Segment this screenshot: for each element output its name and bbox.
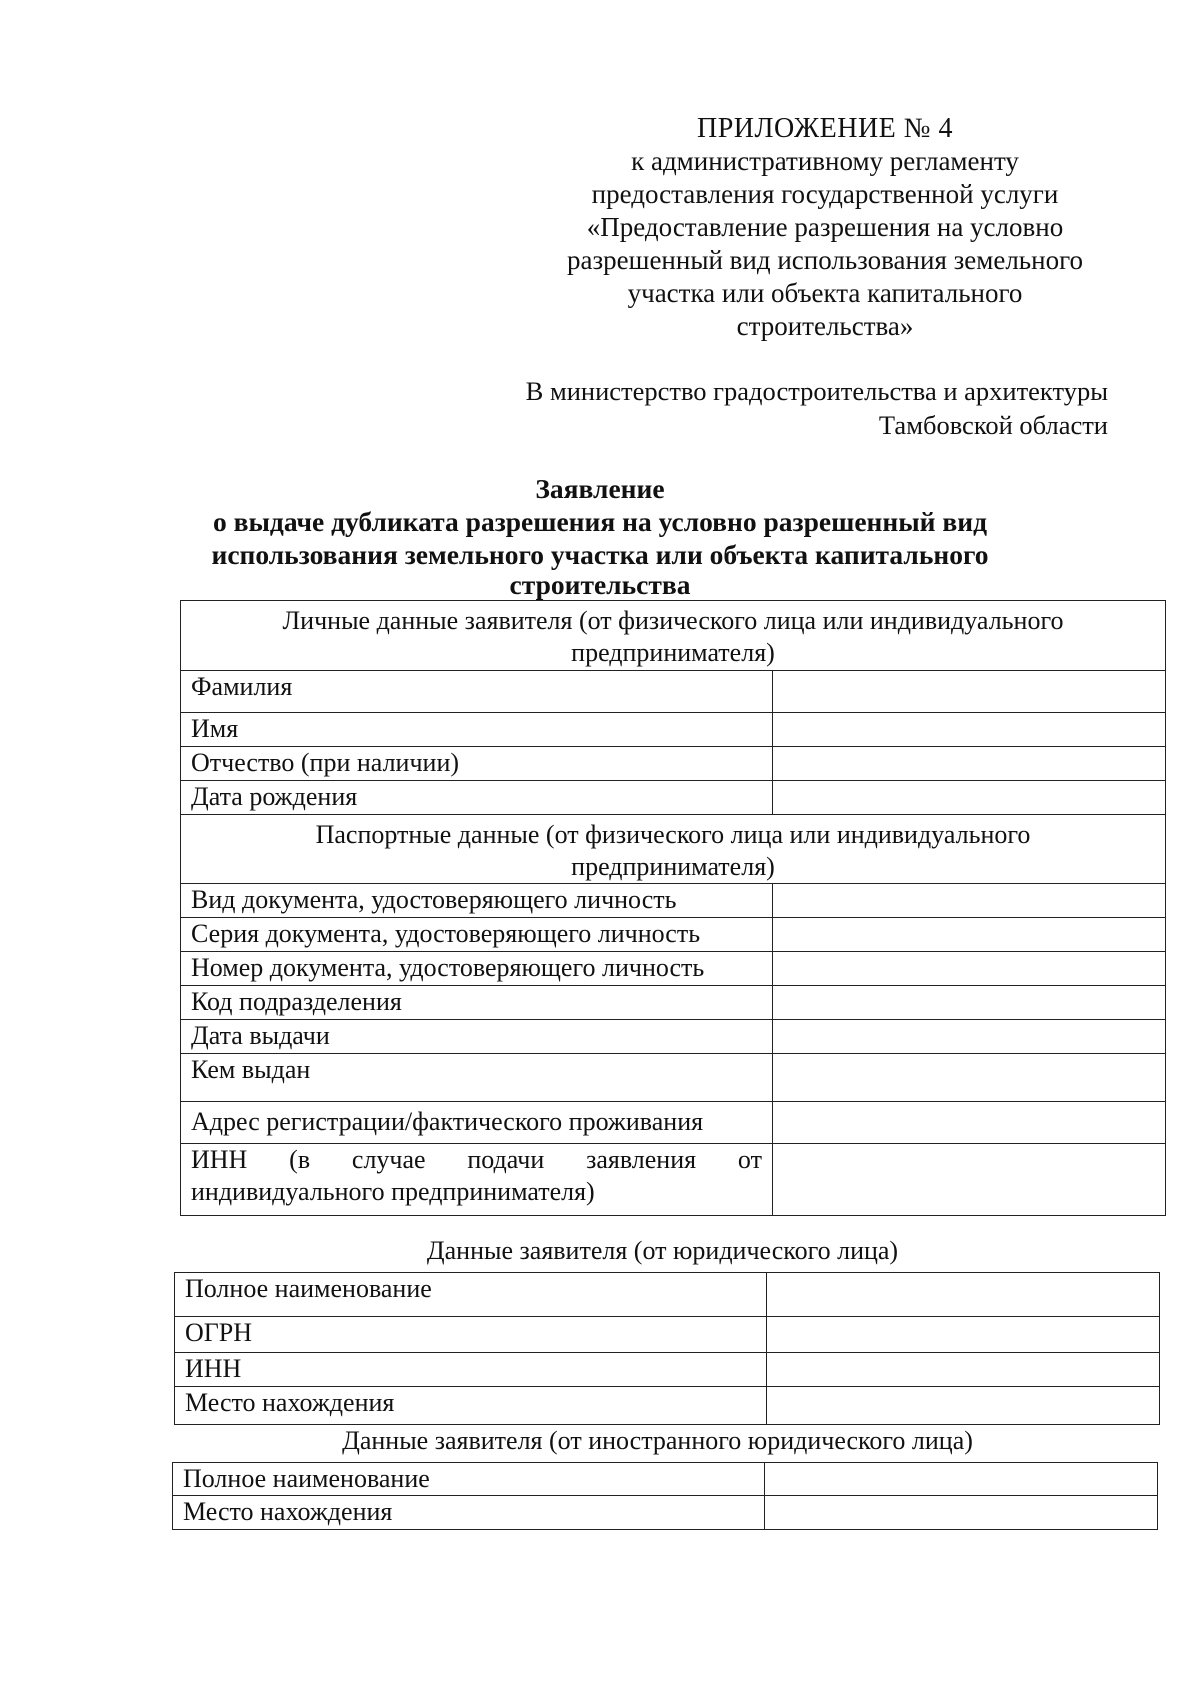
addressee-block <box>468 374 1108 442</box>
inn-word: ИНН <box>191 1145 248 1174</box>
table-row <box>175 1273 1160 1317</box>
annex-line: предоставления государственной услуги <box>591 179 1059 209</box>
annex-title: ПРИЛОЖЕНИЕ № 4 <box>697 113 953 144</box>
inn-label-line: индивидуального предпринимателя) <box>191 1177 595 1206</box>
field-label: ОГРН <box>175 1317 767 1353</box>
inn-word: заявления <box>586 1145 697 1174</box>
table-row <box>181 986 1166 1020</box>
registration-address-field[interactable] <box>773 1102 1166 1144</box>
inn-label-line <box>191 1144 762 1176</box>
title-line: строительства <box>509 569 691 600</box>
table-row <box>181 1020 1166 1054</box>
personal-data-table <box>180 600 1166 1216</box>
table-row <box>173 1496 1158 1530</box>
table-row <box>181 1102 1166 1144</box>
issue-date-field[interactable] <box>773 1020 1166 1054</box>
annex-block <box>560 112 1090 343</box>
table-row <box>175 1387 1160 1425</box>
field-label: Место нахождения <box>173 1496 765 1530</box>
foreign-location-field[interactable] <box>765 1496 1158 1530</box>
birth-date-field[interactable] <box>773 781 1166 815</box>
table-row <box>181 815 1166 884</box>
table-row <box>175 1353 1160 1387</box>
table-row <box>181 781 1166 815</box>
table-row <box>181 747 1166 781</box>
id-document-number-field[interactable] <box>773 952 1166 986</box>
legal-location-field[interactable] <box>767 1387 1160 1425</box>
title-line: использования земельного участка или объекта капитального <box>211 539 989 570</box>
field-label: Код подразделения <box>181 986 773 1020</box>
inn-word: случае <box>351 1145 426 1174</box>
patronymic-field[interactable] <box>773 747 1166 781</box>
table-row <box>181 952 1166 986</box>
annex-line: разрешенный вид использования земельного <box>567 245 1083 275</box>
annex-line: к административному регламенту <box>631 146 1019 176</box>
table-row <box>181 1144 1166 1216</box>
foreign-full-name-field[interactable] <box>765 1463 1158 1496</box>
field-label: Кем выдан <box>181 1054 773 1102</box>
annex-line: участка или объекта капитального <box>627 278 1023 308</box>
legal-full-name-field[interactable] <box>767 1273 1160 1317</box>
field-label <box>181 1144 773 1216</box>
field-label: Фамилия <box>181 671 773 713</box>
field-label: Дата рождения <box>181 781 773 815</box>
table-row <box>181 918 1166 952</box>
table-row <box>181 884 1166 918</box>
id-document-series-field[interactable] <box>773 918 1166 952</box>
field-label: ИНН <box>175 1353 767 1387</box>
inn-word: подачи <box>467 1145 545 1174</box>
field-label: Дата выдачи <box>181 1020 773 1054</box>
title-line: Заявление <box>535 473 665 504</box>
surname-field[interactable] <box>773 671 1166 713</box>
foreign-entity-table <box>172 1462 1158 1530</box>
annex-line: «Предоставление разрешения на условно <box>586 212 1064 242</box>
addressee-line: В министерство градостроительства и архитектуры <box>525 376 1108 406</box>
id-document-type-field[interactable] <box>773 884 1166 918</box>
field-label: Место нахождения <box>175 1387 767 1425</box>
name-field[interactable] <box>773 713 1166 747</box>
field-label: Адрес регистрации/фактического проживания <box>181 1102 773 1144</box>
table-row <box>181 601 1166 671</box>
issued-by-field[interactable] <box>773 1054 1166 1102</box>
ogrn-field[interactable] <box>767 1317 1160 1353</box>
table-row <box>181 1054 1166 1102</box>
annex-line: строительства» <box>736 311 914 341</box>
division-code-field[interactable] <box>773 986 1166 1020</box>
field-label: Полное наименование <box>175 1273 767 1317</box>
title-line: о выдаче дубликата разрешения на условно разрешенный вид <box>212 506 988 537</box>
inn-word: (в <box>289 1145 311 1174</box>
foreign-entity-caption: Данные заявителя (от иностранного юридического лица) <box>342 1426 973 1455</box>
legal-inn-field[interactable] <box>767 1353 1160 1387</box>
inn-word: от <box>737 1145 762 1174</box>
field-label: Отчество (при наличии) <box>181 747 773 781</box>
field-label: Имя <box>181 713 773 747</box>
table-row <box>181 713 1166 747</box>
field-label: Номер документа, удостоверяющего личность <box>181 952 773 986</box>
addressee-line: Тамбовской области <box>878 410 1108 440</box>
passport-section-header: Паспортные данные (от физического лица или индивидуального предпринимателя) <box>181 815 1166 884</box>
field-label: Вид документа, удостоверяющего личность <box>181 884 773 918</box>
field-label: Серия документа, удостоверяющего личность <box>181 918 773 952</box>
individual-inn-field[interactable] <box>773 1144 1166 1216</box>
table-row <box>175 1317 1160 1353</box>
table-row <box>173 1463 1158 1496</box>
document-title <box>120 472 1080 599</box>
field-label: Полное наименование <box>173 1463 765 1496</box>
legal-entity-table <box>174 1272 1160 1425</box>
legal-entity-caption: Данные заявителя (от юридического лица) <box>426 1236 899 1265</box>
personal-section-header: Личные данные заявителя (от физического лица или индивидуального предпринимателя) <box>181 601 1166 671</box>
table-row <box>181 671 1166 713</box>
